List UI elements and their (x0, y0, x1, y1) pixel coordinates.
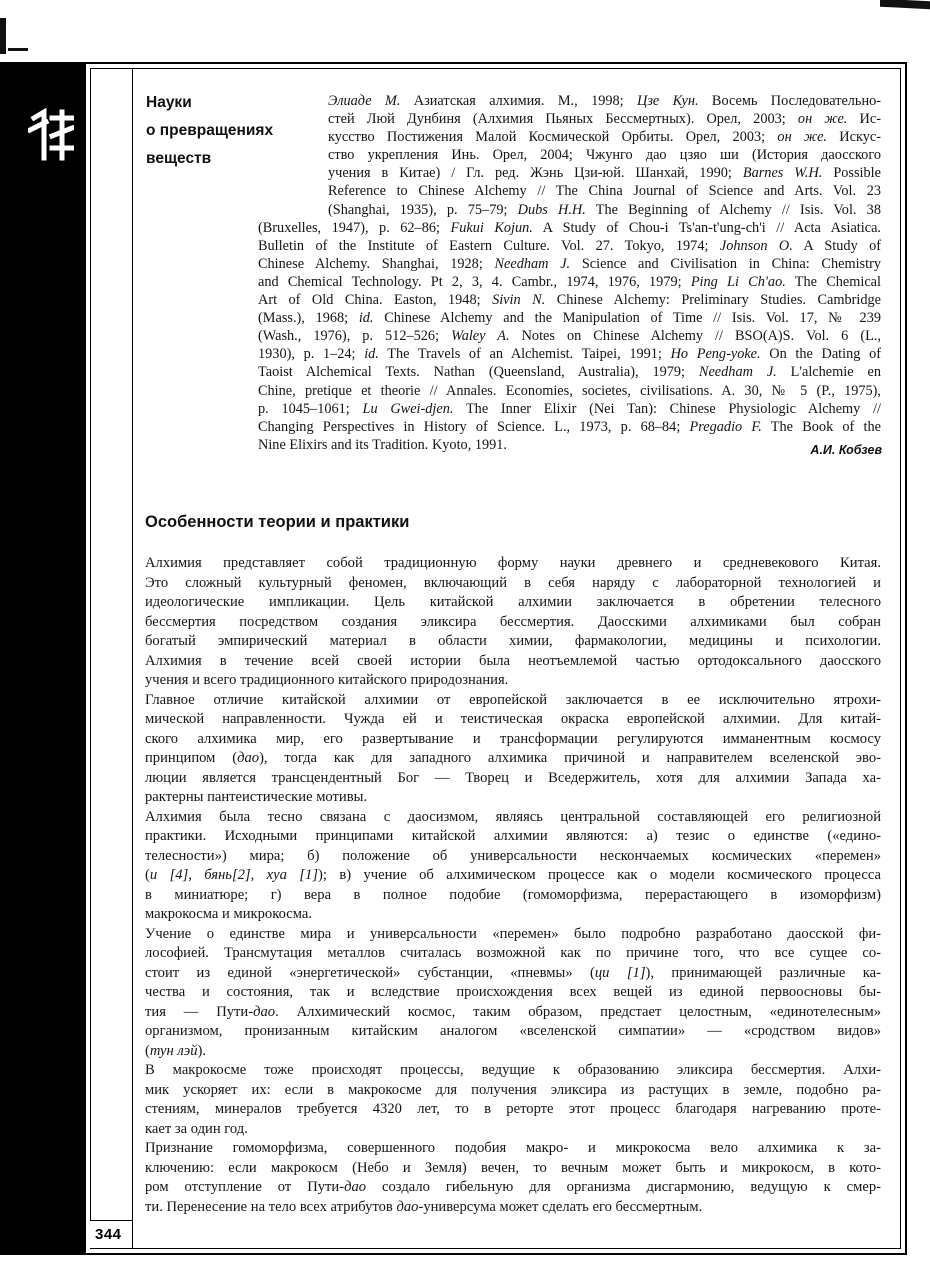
italic-text: он же. (777, 129, 827, 146)
text-line (145, 632, 881, 652)
bibliography-line (328, 110, 881, 128)
column-divider (132, 68, 133, 1249)
text-line (145, 964, 881, 984)
text-run: Possible (822, 165, 881, 182)
text-line (145, 983, 881, 1003)
text-run: люции является трансцендентный Бог — Творец и Вседержитель, хотя для алхимии Запада ха- (145, 769, 881, 786)
text-run: Notes on Chinese Alchemy // BSO(A)S. Vol. 6 (L., (509, 328, 881, 345)
text-run: Art of Old China. Easton, 1948; (258, 292, 493, 309)
text-run: Признание гомоморфизма, совершенного подобия макро- и микрокосма вело алхимика к за- (145, 1140, 881, 1156)
scan-edge-mark (880, 0, 930, 9)
text-run: лософией. Трансмутация металлов считалась возможной как по причине того, что все сущее со- (145, 945, 881, 961)
text-run: ром отступление от Пути- (145, 1179, 345, 1195)
text-run: Nine Elixirs and its Tradition. Kyoto, 1991. (258, 436, 508, 453)
page-margin-strip (0, 62, 86, 1255)
text-run: Учение о единстве мира и универсальности «перемен» было подробно разработано даосской фи- (145, 925, 881, 942)
text-run: рактерны пантеистические мотивы. (145, 789, 368, 805)
italic-text: Цзе Кун. (637, 93, 699, 109)
italic-text: Barnes W.H. (742, 165, 823, 182)
bibliography-line (258, 309, 881, 327)
italic-text: Sivin N. (492, 292, 546, 309)
scan-edge-mark (8, 48, 28, 51)
text-run: Это сложный культурный феномен, включающий в себя наряду с лабораторной технологией и (145, 574, 881, 591)
bibliography-line (258, 255, 881, 273)
bibliography-line (328, 201, 881, 219)
text-run: макрокосма и микрокосма. (145, 906, 312, 922)
italic-text: id. (358, 310, 374, 327)
paragraph (145, 925, 881, 1062)
text-run: On the Dating of (760, 346, 881, 363)
body-text (145, 554, 881, 1217)
text-run: ). (197, 1042, 207, 1059)
bibliography-line (328, 146, 881, 164)
text-run: ), принимающей различные ка- (645, 964, 881, 981)
italic-text: он же. (797, 111, 848, 128)
text-run: Алхимия была тесно связана с даосизмом, являясь центральной составляющей его религиозной (145, 808, 881, 825)
text-run: кусство Постижения Малой Космической Орбиты. Орел, 2003; (328, 129, 778, 146)
text-run: бессмертия посредством создания эликсира бессмертия. Даосскими алхимиками был собран (145, 613, 881, 630)
italic-text: ци [1] (594, 964, 646, 981)
bibliography-line (258, 327, 881, 345)
text-run: стей Люй Дунбиня (Алхимия Пьяных Бессмертных). Орел, 2003; (328, 111, 798, 128)
text-line (145, 1042, 881, 1062)
italic-text: Waley A. (451, 328, 510, 345)
text-line (145, 827, 881, 847)
italic-text: Ping Li Ch'ao. (690, 273, 786, 290)
text-run: Reference to Chinese Alchemy // The China Journal of Science and Arts. Vol. 23 (328, 183, 881, 200)
bibliography-line (258, 237, 881, 255)
bibliography-line (328, 92, 881, 110)
paragraph (145, 1139, 881, 1217)
text-line (145, 671, 881, 691)
text-line (145, 1178, 881, 1198)
text-run: учения и всего традиционного китайского природознания. (145, 672, 509, 688)
text-run: Changing Perspectives in History of Science. L., 1973, p. 68–84; (258, 418, 690, 435)
text-run: мической направленности. Чужда ей и теистическая окраска европейской алхимии. Для китай- (145, 711, 881, 727)
bibliography-line (258, 436, 881, 454)
text-run: создало гибельную для организма дисгармонию, ведущую к смер- (366, 1179, 882, 1195)
text-run: Science and Civilisation in China: Chemistry (570, 255, 881, 272)
italic-text: Lu Gwei-djen. (362, 400, 454, 417)
bibliography-block (258, 92, 881, 454)
text-run: The Travels of an Alchemist. Taipei, 1991; (378, 346, 671, 363)
text-run: -универсума может сделать его бессмертным. (418, 1198, 703, 1215)
text-line (145, 925, 881, 945)
italic-text: тун лэй (149, 1042, 198, 1059)
scan-edge-mark (0, 18, 6, 54)
italic-text: Fukui Kojun. (450, 219, 533, 236)
text-line (145, 866, 881, 886)
text-line (145, 710, 881, 730)
text-run: стениям, минералов требуется 4320 лет, то в реторте этот процесс благодаря нагреванию проте- (145, 1101, 881, 1117)
text-run: ( (145, 867, 150, 883)
side-heading-line: о превращениях (146, 122, 274, 139)
text-line (145, 574, 881, 594)
text-line (145, 613, 881, 633)
text-run: A Study of Chou-i Ts'an-t'ung-ch'i // Acta Asiatica. (532, 219, 881, 236)
text-line (145, 1159, 881, 1179)
text-run: организмом, пронизанным китайским аналогом «вселенской симпатии» — «сродством видов» (145, 1023, 881, 1039)
italic-text: Needham J. (698, 364, 777, 381)
page-number: 344 (95, 1226, 122, 1243)
text-run: Bulletin of the Institute of Eastern Culture. Vol. 27. Tokyo, 1974; (258, 237, 720, 254)
text-line (145, 749, 881, 769)
text-line (145, 1022, 881, 1042)
text-run: Алхимия в течение всей своей истории была неотъемлемой частью ортодоксального даосского (145, 652, 881, 669)
text-run: L'alchemie en (776, 364, 881, 381)
text-run: кает за один год. (145, 1120, 248, 1137)
text-line (145, 1198, 881, 1218)
section-title: Особенности теории и практики (145, 513, 410, 531)
text-run: учения в Китае) / Гл. ред. Жэнь Цзи-юй. Шанхай, 1990; (328, 165, 743, 182)
bibliography-line (258, 273, 881, 291)
italic-text: Элиаде М. (328, 93, 401, 109)
text-line (145, 944, 881, 964)
bibliography-line (258, 363, 881, 381)
text-run: The Beginning of Alchemy // Isis. Vol. 38 (585, 201, 881, 218)
text-run: Chinese Alchemy and the Manipulation of Time // Isis. Vol. 17, № 239 (373, 310, 882, 327)
text-run: Азиатская алхимия. М., 1998; (400, 93, 638, 109)
section-glyph-icon (28, 108, 74, 162)
text-run: and Chemical Technology. Pt 2, 3, 4. Cambr., 1974, 1976, 1979; (258, 273, 691, 290)
text-line (145, 1061, 881, 1081)
text-run: The Book of the (761, 418, 881, 435)
text-run: ключению: если макрокосм (Небо и Земля) вечен, то вечным может быть и микрокосм, в кото- (145, 1159, 881, 1176)
text-run: Ис- (847, 111, 881, 128)
bibliography-line (258, 382, 881, 400)
text-run: ); в) учение об алхимическом процессе как о модели космического процесса (318, 867, 881, 883)
text-run: p. 1045–1061; (258, 400, 363, 417)
text-line (145, 905, 881, 925)
text-run: ( (145, 1042, 150, 1059)
text-line (145, 593, 881, 613)
text-run: Chinese Alchemy: Preliminary Studies. Cambridge (545, 292, 881, 309)
text-run: Главное отличие китайской алхимии от европейской заключается в ее исключительно ятрохи- (145, 691, 881, 708)
bibliography-line (258, 291, 881, 309)
text-run: ского алхимика мир, его развертывание и трансформации регулируются имманентным космосу (145, 730, 881, 747)
text-run: Chinese Alchemy. Shanghai, 1928; (258, 255, 495, 272)
text-line (145, 691, 881, 711)
paragraph (145, 691, 881, 808)
text-line (145, 788, 881, 808)
italic-text: Dubs H.H. (517, 201, 586, 218)
bibliography-line (258, 400, 881, 418)
italic-text: дао (396, 1198, 419, 1215)
text-line (145, 652, 881, 672)
text-run: практики. Исходными принципами китайской алхимии являются: а) тезис о единстве («едино- (145, 828, 881, 844)
text-run: чества и состояния, так и вследствие происхождения всех вещей из единой первоосновы бы- (145, 984, 881, 1000)
text-run: ство укрепления Инь. Орел, 2004; Чжунго дао цзяо ши (История даосского (328, 147, 881, 164)
italic-text: Johnson O. (719, 237, 793, 254)
italic-text: id. (364, 346, 379, 363)
paragraph (145, 1061, 881, 1139)
text-line (145, 769, 881, 789)
bibliography-line (328, 182, 881, 200)
italic-text: дао (253, 1003, 276, 1020)
text-run: The Inner Elixir (Nei Tan): Chinese Physiologic Alchemy // (453, 400, 881, 417)
paragraph (145, 808, 881, 925)
text-run: The Chemical (785, 273, 881, 290)
text-run: A Study of (792, 237, 882, 254)
text-run: (Shanghai, 1935), p. 75–79; (328, 201, 518, 218)
text-run: принципом ( (145, 750, 238, 766)
text-run: ), тогда как для западного алхимика причиной и направителем вселенской эво- (259, 750, 881, 766)
italic-text: и [4], бянь[2], хуа [1] (149, 867, 318, 883)
text-run: Алхимия представляет собой традиционную форму науки древнего и средневекового Китая. (145, 555, 881, 571)
text-run: (Wash., 1976), p. 512–526; (258, 328, 452, 345)
bibliography-line (328, 128, 881, 146)
text-line (145, 1100, 881, 1120)
text-run: в миниатюре; г) вера в полное подобие (гомоморфизма, перерастающего в изоморфизм) (145, 886, 881, 903)
bibliography-line (328, 164, 881, 182)
text-line (145, 886, 881, 906)
text-line (145, 730, 881, 750)
text-run: 1930), p. 1–24; (258, 346, 365, 363)
text-line (145, 847, 881, 867)
paragraph (145, 554, 881, 691)
text-line (145, 1003, 881, 1023)
text-run: богатый эмпирический материал в области химии, фармакологии, медицины и психологии. (145, 633, 881, 649)
text-run: Chine, pretique et theorie // Annales. Economies, societes, civilisations. A. 30, № 5 (P., 1975), (258, 382, 881, 399)
text-line (145, 1120, 881, 1140)
author-signature: А.И. Кобзев (810, 443, 882, 457)
text-run: стоит из единой «энергетической» субстанции, «пневмы» ( (145, 964, 595, 981)
text-run: В макрокосме тоже происходят процессы, ведущие к образованию эликсира бессмертия. Алхи- (145, 1062, 881, 1078)
text-run: (Bruxelles, 1947), p. 62–86; (258, 219, 451, 236)
text-line (145, 1081, 881, 1101)
italic-text: Needham J. (494, 255, 571, 272)
bibliography-line (258, 219, 881, 237)
side-heading-line: Науки (146, 94, 192, 111)
italic-text: дао (344, 1179, 367, 1195)
text-run: (Mass.), 1968; (258, 310, 359, 327)
text-line (145, 808, 881, 828)
text-run: мик ускоряет их: если в макрокосме для получения эликсира из растущих в земле, подобно ра- (145, 1081, 881, 1098)
text-run: Искус- (827, 129, 881, 146)
italic-text: Ho Peng-yoke. (670, 346, 761, 363)
italic-text: дао (237, 750, 260, 766)
italic-text: Pregadio F. (689, 418, 762, 435)
text-line (145, 554, 881, 574)
text-run: . Алхимический космос, таким образом, предстает целостным, «единотелесным» (275, 1003, 881, 1020)
text-run: тия — Пути- (145, 1003, 254, 1020)
text-run: Восемь Последовательно- (698, 93, 882, 109)
text-run: телесности») мира; б) положение об универсальности нескончаемых космических «перемен» (145, 847, 881, 864)
bibliography-line (258, 418, 881, 436)
text-run: идеологические импликации. Цель китайской алхимии заключается в обретении телесного (145, 594, 881, 610)
bibliography-line (258, 345, 881, 363)
side-heading-line: веществ (146, 150, 212, 167)
text-run: ти. Перенесение на тело всех атрибутов (145, 1198, 397, 1215)
text-line (145, 1139, 881, 1159)
text-run: Taoist Alchemical Texts. Nathan (Queensland, Australia), 1979; (258, 364, 699, 381)
